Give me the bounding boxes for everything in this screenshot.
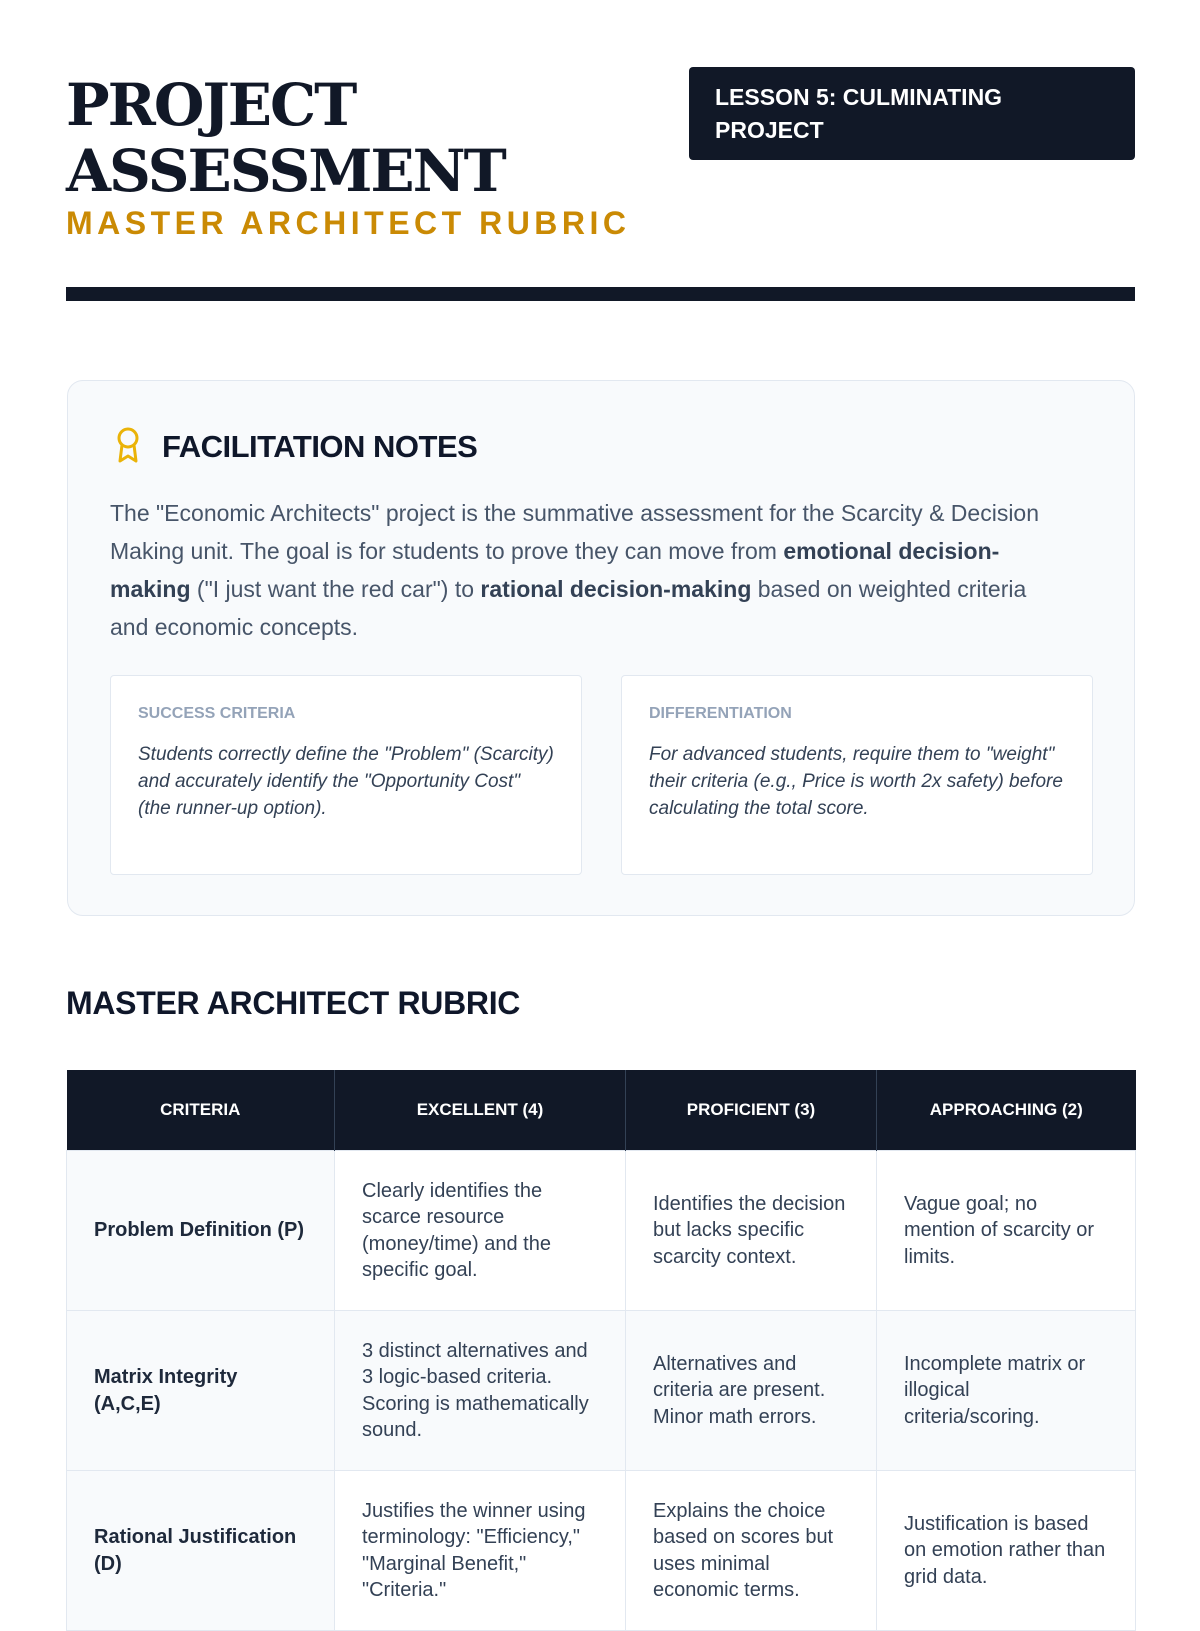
criteria-cell: Problem Definition (P) [67, 1151, 335, 1311]
notes-text-3: based on weighted criteria and economic concepts. [110, 576, 1027, 640]
success-criteria-card [110, 675, 582, 875]
rubric-table [66, 1070, 1136, 1631]
criteria-cell: Matrix Integrity (A,C,E) [67, 1311, 335, 1471]
page-title [66, 72, 505, 204]
column-header-approaching: APPROACHING (2) [877, 1070, 1136, 1151]
rubric-heading: MASTER ARCHITECT RUBRIC [66, 985, 521, 1021]
award-ribbon-icon [112, 425, 144, 465]
table-row [67, 1151, 1136, 1311]
rubric-header-row [67, 1070, 1136, 1151]
notes-bold-1: emotional decision-making [110, 538, 1000, 602]
excellent-cell: Justifies the winner using terminology: "Efficiency," "Marginal Benefit," "Criteria." [335, 1471, 626, 1631]
excellent-cell: Clearly identifies the scarce resource (money/time) and the specific goal. [335, 1151, 626, 1311]
title-line-2: ASSESSMENT [66, 137, 505, 205]
page-subtitle: MASTER ARCHITECT RUBRIC [66, 205, 631, 241]
approaching-cell: Justification is based on emotion rather than grid data. [877, 1471, 1136, 1631]
proficient-cell: Alternatives and criteria are present. Minor math errors. [626, 1311, 877, 1471]
proficient-cell: Identifies the decision but lacks specific scarcity context. [626, 1151, 877, 1311]
differentiation-text: For advanced students, require them to "weight" their criteria (e.g., Price is worth 2x safety) before calculating the total score. [649, 744, 1063, 819]
success-criteria-text: Students correctly define the "Problem" (Scarcity) and accurately identify the "Opportunity Cost" (the runner-up option). [138, 744, 554, 819]
table-row [67, 1471, 1136, 1631]
excellent-cell: 3 distinct alternatives and 3 logic-based criteria. Scoring is mathematically sound. [335, 1311, 626, 1471]
success-criteria-label: SUCCESS CRITERIA [138, 705, 296, 722]
facilitation-notes-body [110, 494, 1070, 646]
differentiation-label: DIFFERENTIATION [649, 705, 792, 722]
differentiation-card [621, 675, 1093, 875]
notes-text-1: The "Economic Architects" project is the summative assessment for the Scarcity & Decision Making unit. The goal is for students to prove they can move from [110, 500, 1040, 564]
notes-bold-2: rational decision-making [480, 576, 752, 602]
column-header-proficient: PROFICIENT (3) [626, 1070, 877, 1151]
facilitation-notes-card [67, 380, 1135, 916]
proficient-cell: Explains the choice based on scores but uses minimal economic terms. [626, 1471, 877, 1631]
column-header-excellent: EXCELLENT (4) [335, 1070, 626, 1151]
notes-text-2: ("I just want the red car") to [190, 576, 481, 602]
header-divider [66, 287, 1135, 301]
approaching-cell: Vague goal; no mention of scarcity or limits. [877, 1151, 1136, 1311]
title-line-1: PROJECT [66, 71, 356, 139]
column-header-criteria: CRITERIA [67, 1070, 335, 1151]
criteria-cell: Rational Justification (D) [67, 1471, 335, 1631]
facilitation-notes-title: FACILITATION NOTES [162, 429, 478, 464]
table-row [67, 1311, 1136, 1471]
approaching-cell: Incomplete matrix or illogical criteria/scoring. [877, 1311, 1136, 1471]
lesson-badge: LESSON 5: CULMINATING PROJECT [689, 67, 1135, 160]
